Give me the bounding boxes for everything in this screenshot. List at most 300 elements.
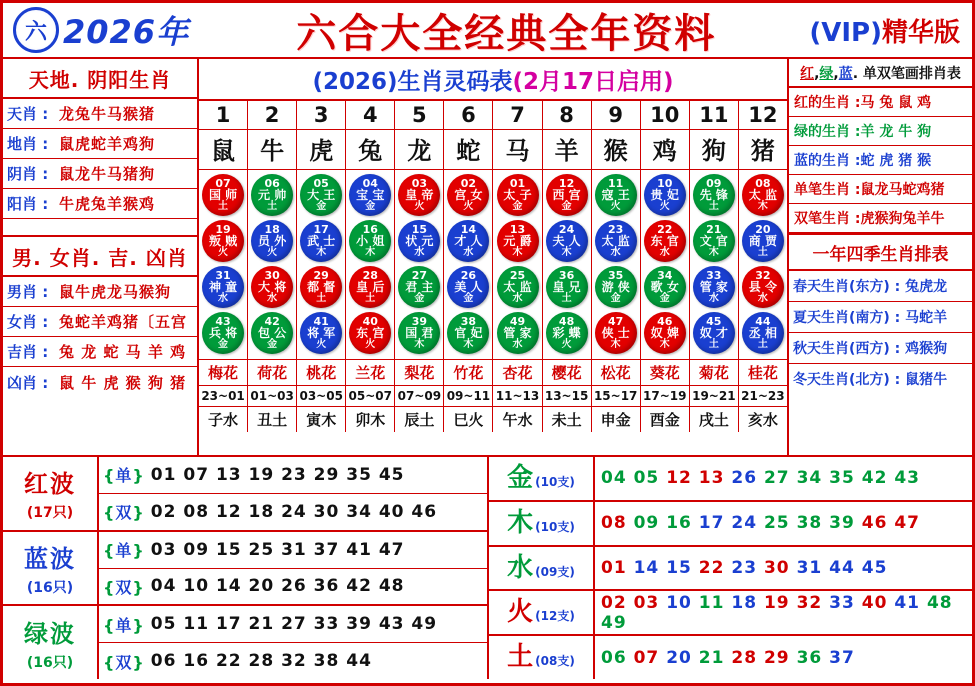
element-number: 14	[633, 557, 660, 578]
page-title: 六合大全经典全年资料	[296, 10, 717, 57]
number-ball[interactable]	[742, 174, 784, 216]
brace-left: {	[103, 466, 116, 486]
ball-element: 金	[512, 200, 523, 212]
left-row-key: 阴肖 :	[7, 165, 49, 183]
element-number: 12	[666, 468, 692, 489]
ball-number: 23	[608, 223, 624, 237]
ball-title: 侠 士	[601, 326, 630, 341]
ball-title: 大 将	[258, 280, 287, 295]
brace-right: }	[132, 652, 145, 672]
ball-element: 土	[316, 292, 327, 304]
element-number: 49	[601, 612, 627, 633]
ball-title: 寇 王	[601, 188, 630, 203]
ball-title: 国 君	[405, 326, 434, 341]
year-title: 2026年	[63, 13, 190, 51]
flower-name: 松花	[592, 360, 641, 385]
ball-number: 10	[657, 177, 673, 191]
ball-title: 君 主	[405, 280, 434, 295]
heading-rest: . 单双笔画排肖表	[852, 66, 961, 82]
ball-title: 彩 蝶	[552, 326, 581, 341]
element-label	[489, 502, 595, 545]
number-ball[interactable]	[202, 312, 244, 354]
odd-even-char: 单	[115, 541, 133, 561]
number-ball[interactable]	[546, 220, 588, 262]
ball-column	[199, 170, 248, 359]
vip-label: (VIP)	[809, 17, 882, 48]
element-numbers	[595, 593, 972, 633]
ball-element: 金	[561, 200, 572, 212]
column-number: 7	[493, 101, 542, 129]
number-ball[interactable]	[644, 312, 686, 354]
wave-zodiac-row: 单笔生肖 :鼠龙马蛇鸡猪	[789, 175, 972, 204]
ball-number: 47	[608, 315, 624, 329]
ball-element: 水	[757, 292, 768, 304]
wave-number-line	[99, 569, 487, 605]
hour-range: 07~09	[395, 386, 444, 406]
ball-element: 木	[659, 338, 670, 350]
wave-number-lines	[99, 457, 487, 530]
ball-element: 水	[659, 246, 670, 258]
ball-number: 42	[264, 315, 280, 329]
odd-even-tag	[103, 463, 145, 486]
ball-element: 水	[512, 292, 523, 304]
ball-title: 宝 宝	[356, 188, 385, 203]
wave-numbers: 02 08 12 18 24 30 34 40 46	[150, 501, 438, 522]
number-ball[interactable]	[497, 312, 539, 354]
wave-zodiac-row: 蓝的生肖 :蛇 虎 猪 猴	[789, 146, 972, 175]
ganzhi-name: 申金	[592, 407, 641, 432]
ball-title: 歌 女	[650, 280, 679, 295]
left-row	[3, 277, 197, 307]
ball-column	[739, 170, 787, 359]
element-number: 29	[763, 647, 790, 668]
element-number: 45	[861, 557, 888, 578]
number-ball[interactable]	[251, 220, 293, 262]
number-ball[interactable]	[300, 220, 342, 262]
element-number: 38	[796, 513, 823, 534]
hour-range: 09~11	[444, 386, 493, 406]
element-number: 39	[829, 513, 855, 534]
ball-title: 元 帅	[258, 188, 287, 203]
ball-column	[444, 170, 493, 359]
brace-right: }	[132, 503, 145, 523]
ball-element: 水	[708, 292, 719, 304]
ball-title: 国 师	[208, 188, 238, 203]
flower-name: 梨花	[395, 360, 444, 385]
hour-range: 21~23	[741, 389, 785, 403]
element-number: 41	[894, 592, 921, 613]
ball-number: 22	[657, 223, 673, 237]
number-ball[interactable]	[447, 312, 489, 354]
ball-element: 木	[414, 338, 425, 350]
number-ball[interactable]	[251, 266, 293, 308]
ball-number: 28	[362, 269, 378, 283]
wave-numbers: 06 16 22 28 32 38 44	[150, 651, 372, 672]
zodiac-table-title-note: (2月17日启用)	[512, 69, 674, 95]
number-ball[interactable]	[398, 312, 440, 354]
ball-element: 火	[267, 246, 278, 258]
number-ball[interactable]	[742, 220, 784, 262]
ball-title: 太 监	[748, 188, 777, 203]
ganzhi-name: 辰土	[395, 407, 444, 432]
ball-number: 04	[362, 177, 378, 191]
zodiac-name: 龙	[395, 130, 444, 169]
ball-element: 土	[757, 338, 768, 350]
ball-title: 贵 妃	[650, 188, 679, 203]
ball-element: 木	[365, 246, 376, 258]
element-number: 07	[633, 647, 660, 668]
number-ball[interactable]	[349, 174, 391, 216]
ball-column	[690, 170, 739, 359]
column-number-row	[199, 101, 787, 130]
number-ball[interactable]	[202, 220, 244, 262]
number-ball[interactable]	[595, 174, 637, 216]
odd-even-tag	[103, 650, 145, 673]
element-number: 06	[601, 647, 627, 668]
left-row	[3, 189, 197, 219]
number-ball[interactable]	[398, 174, 440, 216]
ball-element: 金	[414, 292, 425, 304]
zodiac-name-row	[199, 130, 787, 170]
ball-title: 官 妃	[454, 326, 483, 341]
number-ball[interactable]	[546, 174, 588, 216]
ball-title: 东 宫	[356, 326, 385, 341]
brace-right: }	[132, 466, 145, 486]
number-ball[interactable]	[300, 312, 342, 354]
wave-zodiac-heading: 红,绿,蓝. 单双笔画排肖表	[789, 59, 972, 88]
wave-number-lines	[99, 532, 487, 605]
odd-even-char: 双	[115, 652, 133, 672]
number-ball[interactable]	[595, 220, 637, 262]
odd-even-char: 单	[115, 466, 133, 486]
number-ball[interactable]	[644, 266, 686, 308]
number-ball[interactable]	[349, 312, 391, 354]
element-number: 18	[731, 592, 758, 613]
ball-title: 文 官	[699, 234, 728, 249]
ball-element: 水	[267, 292, 278, 304]
ball-number: 40	[362, 315, 378, 329]
left-row-key: 凶肖 :	[7, 373, 49, 392]
ball-number: 13	[509, 223, 526, 237]
column-number: 9	[592, 101, 641, 129]
number-ball[interactable]	[693, 312, 735, 354]
right-column	[789, 59, 972, 455]
wave-number-line	[99, 643, 487, 679]
element-number: 30	[763, 557, 790, 578]
hour-range: 13~15	[543, 386, 592, 406]
ball-title: 状 元	[405, 234, 434, 249]
number-ball[interactable]	[251, 312, 293, 354]
brace-right: }	[132, 577, 145, 597]
ball-column	[493, 170, 542, 359]
ball-number: 15	[411, 223, 427, 237]
number-ball[interactable]	[644, 174, 686, 216]
left-row-key: 女肖 :	[7, 313, 49, 331]
left-row-value: 龙兔牛马猴猪	[59, 105, 156, 123]
hour-range: 23~01	[199, 386, 248, 406]
element-number: 36	[796, 647, 823, 668]
odd-even-char: 双	[115, 503, 133, 523]
element-name: 水	[507, 552, 534, 583]
zodiac-code-table	[199, 59, 789, 455]
column-number: 4	[346, 101, 395, 129]
body-section	[3, 59, 972, 457]
ball-element: 土	[267, 200, 278, 212]
number-ball[interactable]	[447, 220, 489, 262]
ball-number: 08	[755, 177, 771, 191]
zodiac-name: 猪	[750, 137, 775, 165]
wave-numbers: 05 11 17 21 27 33 39 43 49	[150, 614, 438, 635]
left-row-key: 地肖 :	[7, 135, 49, 153]
ball-element: 木	[610, 338, 621, 350]
ball-number: 02	[460, 177, 477, 191]
number-ball[interactable]	[497, 220, 539, 262]
ball-element: 火	[463, 200, 474, 212]
flower-name: 梅花	[199, 360, 248, 385]
ball-element: 火	[365, 338, 376, 350]
element-number: 48	[926, 592, 953, 613]
column-number: 2	[248, 101, 297, 129]
zodiac-name: 鸡	[641, 130, 690, 169]
left-column	[3, 59, 199, 455]
element-name: 金	[507, 463, 534, 493]
element-name: 木	[507, 507, 534, 538]
number-ball[interactable]	[742, 266, 784, 308]
ball-number: 45	[706, 315, 722, 329]
ball-title: 皇 帝	[405, 188, 434, 203]
ball-number: 46	[657, 315, 673, 329]
number-ball[interactable]	[349, 220, 391, 262]
wave-block	[3, 606, 487, 679]
season-row: 冬天生肖(北方) : 鼠猪牛	[793, 372, 948, 388]
left-row-value: 鼠龙牛马猪狗	[59, 165, 156, 183]
number-ball[interactable]	[447, 266, 489, 308]
ball-title: 先 锋	[699, 188, 728, 203]
element-label	[489, 591, 595, 634]
brace-left: {	[103, 652, 116, 672]
left-row-value: 鼠 牛 虎 猴 狗 猪	[59, 373, 187, 392]
hour-range: 15~17	[592, 386, 641, 406]
ganzhi-name: 酉金	[641, 407, 690, 432]
element-number: 17	[698, 513, 725, 534]
ball-number: 03	[411, 177, 427, 191]
left-heading-2: 男. 女肖. 吉. 凶肖	[3, 237, 197, 277]
ganzhi-name: 亥水	[747, 411, 778, 429]
left-row-key: 男肖 :	[7, 283, 49, 301]
ball-number: 25	[509, 269, 526, 283]
wave-number-line	[99, 606, 487, 643]
ball-element: 土	[561, 292, 572, 304]
ball-element: 金	[218, 338, 229, 350]
ball-column	[297, 170, 346, 359]
hour-range: 05~07	[346, 386, 395, 406]
number-ball[interactable]	[595, 312, 637, 354]
odd-even-tag	[103, 538, 145, 561]
ball-number: 21	[706, 223, 722, 237]
left-row-value: 兔蛇羊鸡猪〔五宫	[59, 313, 188, 331]
ball-number: 18	[264, 223, 280, 237]
ball-element: 土	[708, 200, 719, 212]
number-ball[interactable]	[546, 266, 588, 308]
element-number: 22	[698, 557, 725, 578]
ball-title: 兵 将	[208, 326, 238, 341]
odd-even-tag	[103, 500, 145, 523]
number-ball[interactable]	[595, 266, 637, 308]
number-ball[interactable]	[693, 174, 735, 216]
left-row-key: 阳肖 :	[7, 195, 49, 213]
number-ball[interactable]	[497, 266, 539, 308]
ball-title: 丞 相	[748, 326, 777, 341]
element-number: 43	[894, 468, 921, 489]
left-row-key: 天肖 :	[7, 105, 49, 123]
ball-column	[543, 170, 592, 359]
brace-right: }	[132, 541, 145, 561]
left-row	[3, 367, 197, 397]
ball-number: 29	[313, 269, 329, 283]
ball-title: 夫 人	[552, 234, 581, 249]
ball-title: 东 官	[650, 234, 679, 249]
column-number: 12	[748, 103, 778, 127]
number-ball[interactable]	[447, 174, 489, 216]
element-number: 44	[829, 557, 855, 578]
wave-zodiac-row: 红的生肖 :马 兔 鼠 鸡	[789, 88, 972, 117]
zodiac-name: 羊	[543, 130, 592, 169]
ball-title: 员 外	[258, 234, 287, 249]
zodiac-name: 狗	[690, 130, 739, 169]
ganzhi-name: 寅木	[297, 407, 346, 432]
element-number: 40	[861, 592, 888, 613]
element-row	[489, 636, 972, 679]
element-number: 31	[796, 557, 823, 578]
zodiac-name: 马	[493, 130, 542, 169]
ball-title: 奴 婢	[650, 326, 679, 341]
ball-title: 县 令	[748, 280, 777, 295]
element-number: 20	[666, 647, 692, 668]
vip-badge	[809, 12, 960, 49]
ball-element: 土	[218, 200, 229, 212]
ball-number: 34	[657, 269, 673, 283]
number-ball[interactable]	[693, 266, 735, 308]
number-ball[interactable]	[300, 266, 342, 308]
left-row	[3, 129, 197, 159]
ball-element: 金	[316, 200, 327, 212]
ball-element: 水	[414, 246, 425, 258]
ganzhi-row	[199, 407, 787, 432]
element-numbers	[595, 468, 972, 488]
ball-title: 包 公	[258, 326, 287, 341]
wave-zodiac-row: 双笔生肖 :虎猴狗兔羊牛	[789, 204, 972, 233]
column-number: 10	[641, 101, 690, 129]
hour-range-row	[199, 386, 787, 407]
element-row	[489, 502, 972, 547]
ball-number: 39	[411, 315, 427, 329]
ball-title: 才 人	[454, 234, 483, 249]
element-label	[489, 636, 595, 679]
season-row: 春天生肖(东方) : 兔虎龙	[789, 271, 972, 302]
number-ball[interactable]	[300, 174, 342, 216]
number-ball[interactable]	[202, 266, 244, 308]
element-number: 09	[633, 513, 660, 534]
brace-left: {	[103, 541, 116, 561]
ball-element: 金	[659, 292, 670, 304]
number-ball[interactable]	[693, 220, 735, 262]
ganzhi-name: 子水	[199, 407, 248, 432]
ball-element: 火	[218, 246, 229, 258]
flower-name: 荷花	[248, 360, 297, 385]
column-number: 11	[690, 101, 739, 129]
column-number: 8	[543, 101, 592, 129]
odd-even-char: 单	[115, 615, 133, 635]
number-ball[interactable]	[202, 174, 244, 216]
left-divider	[3, 219, 197, 237]
ball-number: 05	[313, 177, 329, 191]
hour-range: 11~13	[493, 386, 542, 406]
number-ball[interactable]	[398, 220, 440, 262]
wave-name: 绿波	[24, 619, 76, 648]
number-ball[interactable]	[398, 266, 440, 308]
left-row-value: 牛虎兔羊猴鸡	[59, 195, 156, 213]
wave-count: (17只)	[26, 505, 74, 522]
wave-numbers: 01 07 13 19 23 29 35 45	[150, 464, 405, 485]
odd-even-tag	[103, 575, 145, 598]
element-number: 03	[633, 592, 660, 613]
element-number: 37	[829, 647, 855, 668]
column-number: 1	[199, 101, 248, 129]
element-name: 土	[507, 642, 534, 673]
number-ball[interactable]	[742, 312, 784, 354]
element-number: 13	[698, 468, 725, 489]
ball-number: 16	[362, 223, 378, 237]
number-ball[interactable]	[546, 312, 588, 354]
ball-element: 土	[757, 246, 768, 258]
element-number: 27	[763, 468, 790, 489]
element-number: 10	[666, 592, 692, 613]
zodiac-name: 蛇	[444, 130, 493, 169]
number-ball[interactable]	[251, 174, 293, 216]
ball-title: 小 姐	[356, 234, 385, 249]
wave-label	[3, 606, 99, 679]
left-heading-1: 天地. 阴阳生肖	[3, 59, 197, 99]
ball-title: 神 童	[208, 280, 238, 295]
hour-range: 03~05	[297, 386, 346, 406]
ball-element: 金	[463, 292, 474, 304]
element-number: 16	[666, 513, 692, 534]
element-count: (10支)	[535, 519, 575, 534]
ball-title: 皇 后	[356, 280, 385, 295]
ball-number: 09	[706, 177, 722, 191]
element-number: 47	[894, 513, 921, 534]
ball-element: 火	[316, 338, 327, 350]
element-number: 42	[861, 468, 888, 489]
ball-number: 41	[313, 315, 329, 329]
ball-number: 33	[706, 269, 722, 283]
number-ball[interactable]	[644, 220, 686, 262]
element-row	[489, 591, 972, 636]
number-ball[interactable]	[349, 266, 391, 308]
odd-even-tag	[103, 613, 145, 636]
number-ball[interactable]	[497, 174, 539, 216]
ball-column	[395, 170, 444, 359]
brace-left: {	[103, 577, 116, 597]
ganzhi-name: 巳火	[444, 407, 493, 432]
ball-number: 27	[411, 269, 427, 283]
ganzhi-name: 丑土	[248, 407, 297, 432]
ball-column	[592, 170, 641, 359]
element-count: (09支)	[535, 564, 575, 579]
ball-title: 奴 才	[699, 326, 728, 341]
left-row	[3, 99, 197, 129]
ball-number: 35	[608, 269, 624, 283]
